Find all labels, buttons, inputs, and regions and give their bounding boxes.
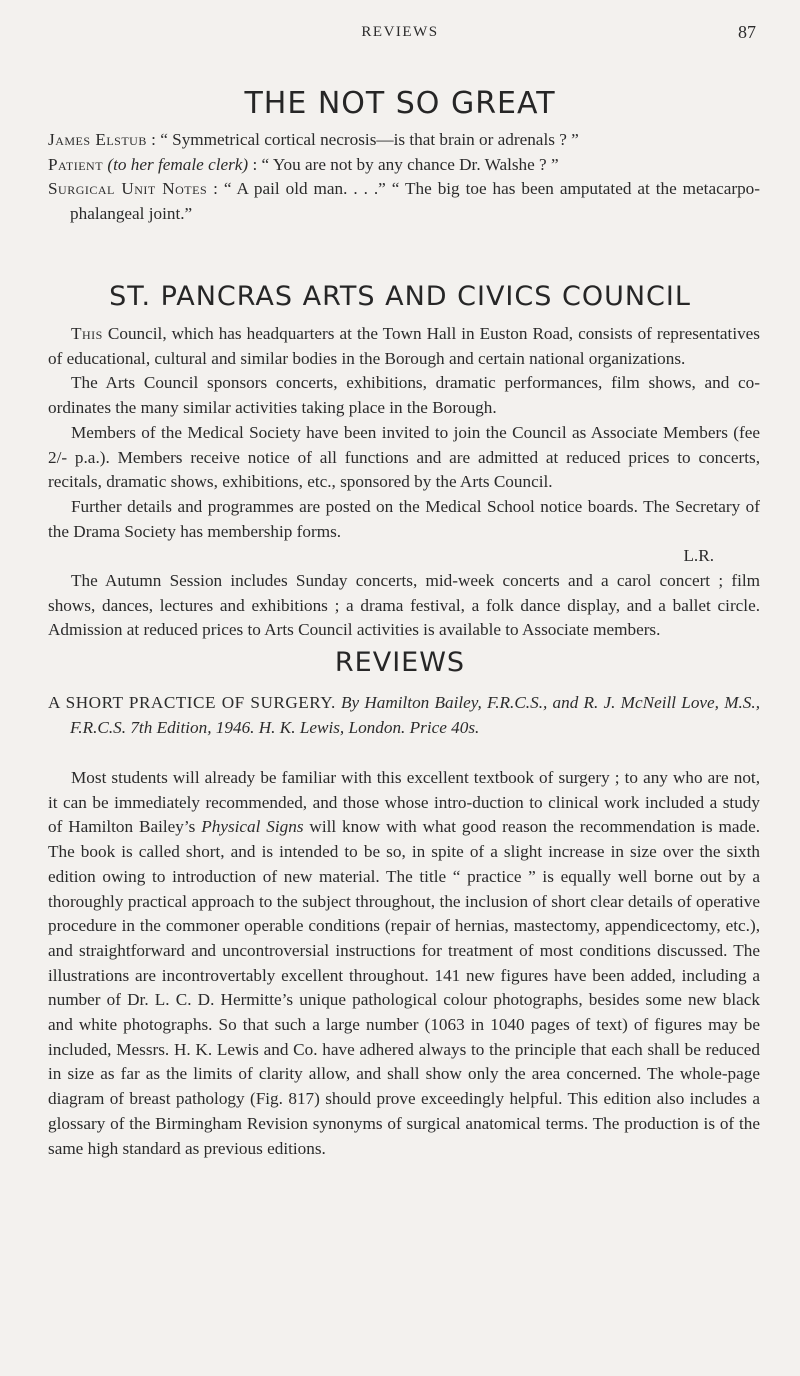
speaker: Patient <box>48 154 104 174</box>
citation-details: By Hamilton Bailey, F.R.C.S., and R. J. McNeill Love, M.S., F.R.C.S. 7th Edition, 1946. H. K. Lewis, London. Price 40s. <box>70 693 760 737</box>
book-citation <box>48 691 760 740</box>
quote-text: “ You are not by any chance Dr. Walshe ? ” <box>261 154 559 174</box>
section-heading-reviews: REVIEWS <box>334 647 466 678</box>
book-title: A SHORT PRACTICE OF SURGERY. <box>48 693 336 712</box>
quote-item <box>48 153 760 178</box>
cited-title: Physical Signs <box>201 817 304 837</box>
separator: : <box>248 154 262 174</box>
running-head <box>0 22 800 46</box>
citation <box>48 691 760 740</box>
page-number: 87 <box>738 22 756 42</box>
speaker: James Elstub <box>48 130 147 149</box>
paragraph: Most students will already be familiar with this excellent textbook of surgery ; to any who are not, it can be immediately recommended, and those whose intro-duction to clinical work included a study of Hamilton Bailey’s Physical Signs will know with what good reason the recommendation is made. The book is called short, and is intended to be so, in spite of a slight increase in size over the sixth edition owing to introduction of new material. The title “ practice ” is equally well borne out by a thoroughly practical approach to the subject throughout, the inclusion of short clear details of operative procedure in the commoner operable conditions (repair of hernias, mastectomy, appendicectomy, etc.), and straightforward and uncontroversial instructions for treatment of most conditions discussed. The illustrations are incontrovertably excellent throughout. 141 new figures have been added, including a number of Dr. L. C. D. Hermitte’s unique pathological colour photographs, besides some new black and white photographs. So that such a large number (1063 in 1040 pages of text) of figures may be included, Messrs. H. K. Lewis and Co. have adhered always to the principle that each shall be reduced in size as far as the limits of clarity allow, and shall show only the area concerned. The whole-page diagram of breast pathology (Fig. 817) should prove exceedingly helpful. This edition also includes a glossary of the Birmingham Revision synonyms of surgical anatomical terms. The production is of the same high standard as previous editions. <box>48 768 760 1158</box>
quote-text: “ A pail old man. . . .” “ The big toe has been amputated at the metacarpo-phalangeal joint.” <box>70 179 760 224</box>
section-heading-arts-council: ST. PANCRAS ARTS AND CIVICS COUNCIL <box>109 281 691 312</box>
separator: : <box>207 179 224 199</box>
paragraph: This Council, which has headquarters at the Town Hall in Euston Road, consists of representatives of educational, cultural and similar bodies in the Borough and certain national organizations. <box>48 324 760 368</box>
section-heading-not-so-great: THE NOT SO GREAT <box>244 86 556 121</box>
lead-word: This <box>71 324 103 343</box>
quote-text: “ Symmetrical cortical necrosis—is that brain or adrenals ? ” <box>160 130 579 149</box>
paragraph: The Arts Council sponsors concerts, exhibitions, dramatic performances, film shows, and co-ordinates the many similar activities taking place in the Borough. <box>48 373 760 418</box>
quote-item <box>48 177 760 226</box>
arts-council-article <box>48 322 760 643</box>
paragraph: Further details and programmes are posted on the Medical School notice boards. The Secretary of the Drama Society has membership forms. <box>48 496 760 541</box>
speaker: Surgical Unit Notes <box>48 179 208 199</box>
quotes-list <box>48 128 760 227</box>
review-body <box>48 766 760 1161</box>
author-initials: L.R. <box>683 546 714 566</box>
running-title: REVIEWS <box>361 24 439 40</box>
quote-item <box>48 128 760 153</box>
paragraph: Members of the Medical Society have been invited to join the Council as Associate Members (fee 2/- p.a.). Members receive notice of all functions and are admitted at reduced prices to concerts, recitals, dramatic shows, exhibitions, etc., sponsored by the Arts Council. <box>48 422 760 492</box>
paragraph: The Autumn Session includes Sunday concerts, mid-week concerts and a carol concert ; film shows, dances, lectures and exhibitions ; a drama festival, a folk dance display, and a ballet circle. Admission at reduced prices to Arts Council activities is available to Associate members. <box>48 571 760 640</box>
separator: : <box>146 130 161 149</box>
speaker-aside: (to her female clerk) <box>103 154 249 174</box>
